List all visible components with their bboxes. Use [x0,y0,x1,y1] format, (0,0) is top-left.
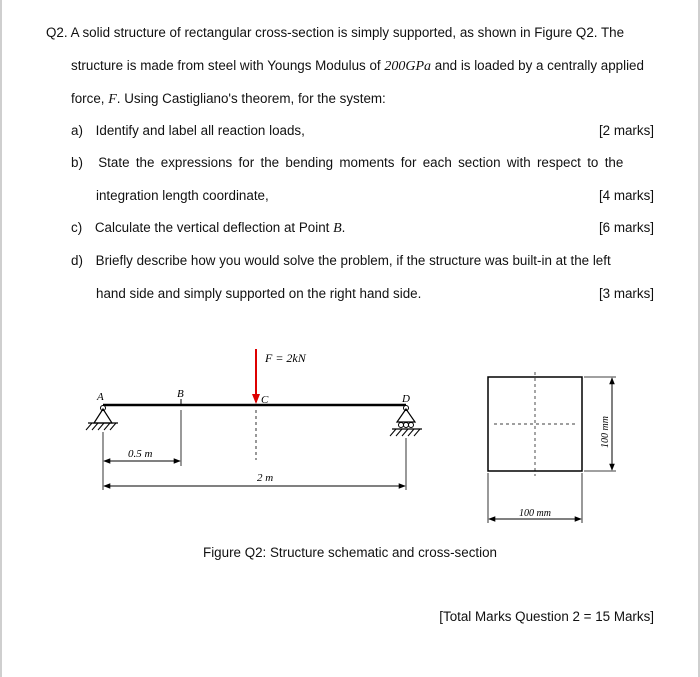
point-c-label: C [261,394,269,406]
part-b-line-1 [71,155,623,170]
part-b-text-2: integration length coordinate, [96,188,269,203]
part-a [71,123,305,138]
part-c-label: c) [71,220,83,235]
dimension-height-label: 100 mm [600,416,611,448]
point-b-label: B [177,388,184,400]
part-d-line-1 [71,253,611,268]
part-c-marks: [6 marks] [598,220,654,235]
point-a-label: A [97,391,104,403]
youngs-modulus-value: 200GPa [384,59,432,74]
part-b-text-1: State the expressions for the bending moments for each section with respect to the [98,155,624,170]
question-text-3b: . Using Castigliano's theorem, for the system: [116,91,386,106]
point-b-symbol: B [333,221,342,236]
question-text-3a: force, [71,91,109,106]
point-d-label: D [402,393,410,405]
part-a-marks: [2 marks] [598,123,654,138]
question-line-2 [71,58,644,75]
roller-support-d [390,406,422,437]
dimension-ab-label: 0.5 m [128,448,153,460]
force-arrow-head [252,394,260,404]
question-text-1: A solid structure of rectangular cross-section is simply supported, as shown in Figure Q2. The [70,25,625,40]
part-d-label: d) [71,253,83,268]
part-c [71,220,345,237]
question-text-2a: structure is made from steel with Youngs Modulus of [71,58,385,73]
dimension-ad-label: 2 m [257,472,274,484]
part-a-text: Identify and label all reaction loads, [95,123,305,138]
part-b-marks: [4 marks] [598,188,654,203]
pin-support-a [86,406,118,431]
part-d-text-2: hand side and simply supported on the right hand side. [96,286,422,301]
part-a-label: a) [71,123,83,138]
part-d-text-1: Briefly describe how you would solve the problem, if the structure was built-in at the left [95,253,611,268]
force-label: F = 2kN [265,351,306,365]
question-text-2b: and is loaded by a centrally applied [431,58,644,73]
part-d-marks: [3 marks] [598,286,654,301]
question-number: Q2. [46,25,68,40]
total-marks: [Total Marks Question 2 = 15 Marks] [439,609,654,624]
figure-caption: Figure Q2: Structure schematic and cross-section [203,545,497,560]
figure-q2 [0,330,700,530]
dimension-width-label: 100 mm [519,508,551,519]
part-c-text: Calculate the vertical deflection at Point [94,220,334,235]
question-line-1 [46,25,624,40]
part-c-period: . [341,220,346,235]
question-line-3 [71,91,386,108]
force-symbol: F [108,92,117,107]
part-b-label: b) [71,155,83,170]
